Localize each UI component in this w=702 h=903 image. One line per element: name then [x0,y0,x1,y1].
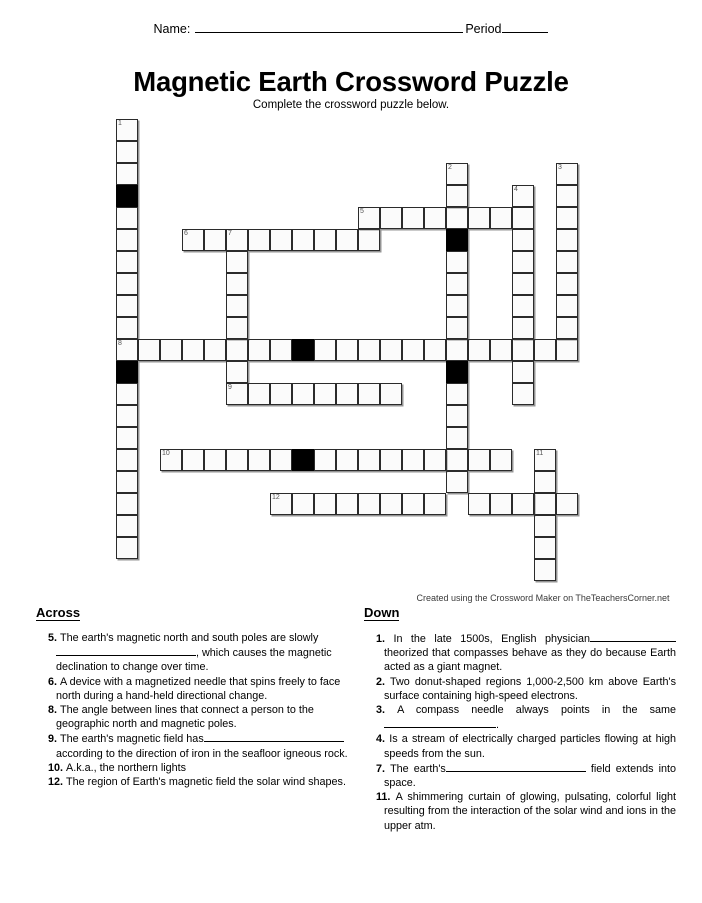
grid-cell[interactable] [116,493,138,515]
clue-number-label: 11. [376,791,396,804]
grid-cell[interactable] [446,207,468,229]
grid-cell[interactable] [446,317,468,339]
grid-cell[interactable] [380,339,402,361]
across-heading: Across [36,605,81,620]
clue-text: A shimmering curtain of glowing, pulsating, colorful light resulting from the interaction of the solar wind and ions in the upper atm. [384,791,676,832]
grid-cell[interactable] [116,339,138,361]
grid-cell[interactable] [204,229,226,251]
clue-number-5: 5 [360,208,364,215]
grid-cell[interactable] [424,207,446,229]
down-column [364,604,676,833]
clue-text: The earth's magnetic field has [60,733,204,746]
clue-number-label: 2. [376,675,391,688]
answer-blank-line[interactable] [384,717,496,728]
clue-number-11: 11 [536,450,544,457]
clues-section [0,604,702,894]
grid-cell[interactable] [336,449,358,471]
grid-cell[interactable] [116,207,138,229]
grid-cell[interactable] [490,207,512,229]
grid-cell[interactable] [468,207,490,229]
grid-cell[interactable] [446,185,468,207]
grid-cell[interactable] [116,273,138,295]
grid-cell[interactable] [314,383,336,405]
page-title: Magnetic Earth Crossword Puzzle [133,66,569,97]
grid-cell[interactable] [226,361,248,383]
grid-cell[interactable] [446,295,468,317]
across-clue-6 [36,675,348,703]
grid-cell[interactable] [380,207,402,229]
grid-cell[interactable] [402,449,424,471]
grid-cell-blocked [446,361,468,383]
clue-number-12: 12 [272,494,280,501]
grid-cell[interactable] [446,449,468,471]
down-heading: Down [364,605,400,620]
grid-cell[interactable] [204,449,226,471]
grid-cell[interactable] [512,251,534,273]
grid-cell[interactable] [314,339,336,361]
grid-cell[interactable] [402,493,424,515]
grid-cell[interactable] [534,471,556,493]
grid-cell[interactable] [534,493,556,515]
across-clue-list [36,631,348,789]
clue-text-continued: field extends into space. [384,762,676,790]
grid-cell[interactable] [270,229,292,251]
grid-cell[interactable] [380,449,402,471]
grid-cell[interactable] [248,339,270,361]
grid-cell[interactable] [490,493,512,515]
grid-cell[interactable] [248,229,270,251]
grid-cell[interactable] [512,493,534,515]
clue-number-4: 4 [514,186,518,193]
grid-cell[interactable] [116,427,138,449]
grid-cell[interactable] [226,251,248,273]
grid-cell[interactable] [512,383,534,405]
grid-cell-blocked [116,185,138,207]
clue-text: The earth's magnetic north and south poles are slowly [60,632,319,644]
grid-cell[interactable] [490,339,512,361]
clue-text: In the late 1500s, English physician [393,633,590,645]
grid-cell[interactable] [556,295,578,317]
down-clue-7 [364,761,676,790]
grid-cell[interactable] [424,339,446,361]
clue-text: The angle between lines that connect a person to the geographic north and magnetic poles. [56,704,314,731]
clue-text-continued: . [496,719,499,732]
grid-cell[interactable] [116,471,138,493]
grid-cell[interactable] [446,405,468,427]
grid-cell-blocked [292,339,314,361]
name-label: Name: [153,22,191,36]
clue-number-10: 10 [162,450,170,457]
grid-cell[interactable] [556,339,578,361]
down-clue-2 [364,675,676,703]
grid-cell[interactable] [512,361,534,383]
grid-cell[interactable] [116,317,138,339]
grid-cell[interactable] [358,383,380,405]
grid-cell[interactable] [248,383,270,405]
grid-cell[interactable] [446,273,468,295]
grid-cell[interactable] [512,339,534,361]
clue-number-7: 7 [228,230,232,237]
grid-cell[interactable] [116,141,138,163]
grid-cell[interactable] [182,339,204,361]
clue-text-continued: theorized that compasses behave as they do because Earth acted as a giant magnet. [384,647,676,674]
grid-cell[interactable] [556,207,578,229]
grid-cell[interactable] [248,449,270,471]
grid-cell[interactable] [512,207,534,229]
grid-cell[interactable] [358,339,380,361]
grid-cell[interactable] [556,185,578,207]
clue-text: Two donut-shaped regions 1,000-2,500 km above Earth's surface containing high-speed electrons. [384,675,676,702]
grid-cell-blocked [446,229,468,251]
grid-cell[interactable] [468,493,490,515]
grid-cell[interactable] [358,229,380,251]
grid-cell[interactable] [402,207,424,229]
clue-text-continued: according to the direction of iron in the seafloor igneous rock. [56,747,348,760]
grid-cell[interactable] [424,493,446,515]
answer-blank-line[interactable] [446,761,586,772]
grid-cell[interactable] [116,119,138,141]
grid-cell[interactable] [358,493,380,515]
clue-number-3: 3 [558,164,562,171]
grid-cell[interactable] [534,339,556,361]
clue-number-6: 6 [184,230,188,237]
grid-cell[interactable] [336,493,358,515]
grid-cell[interactable] [446,427,468,449]
clue-number-9: 9 [228,384,232,391]
clue-number-label: 7. [376,762,391,775]
grid-cell[interactable] [512,273,534,295]
grid-cell[interactable] [534,449,556,471]
clue-text: Is a stream of electrically charged particles flowing at high speeds from the sun. [384,733,676,760]
across-clue-8 [36,703,348,731]
grid-cell[interactable] [468,339,490,361]
grid-cell[interactable] [534,559,556,581]
grid-cell[interactable] [270,449,292,471]
grid-cell[interactable] [226,383,248,405]
grid-cell[interactable] [556,317,578,339]
grid-cell[interactable] [534,537,556,559]
grid-cell[interactable] [116,163,138,185]
grid-cell[interactable] [446,383,468,405]
across-clue-12 [36,775,348,789]
clue-number-1: 1 [118,120,122,127]
credit-line: Created using the Crossword Maker on TheTeachersCorner.net [416,593,670,603]
grid-cell[interactable] [270,339,292,361]
across-column [36,604,348,789]
grid-cell[interactable] [380,493,402,515]
grid-cell[interactable] [468,449,490,471]
clue-text: A compass needle always points in the same [397,704,676,717]
grid-cell[interactable] [116,449,138,471]
grid-cell[interactable] [226,449,248,471]
grid-cell[interactable] [292,383,314,405]
grid-cell[interactable] [116,295,138,317]
clue-text-continued: , which causes the magnetic declination to change over time. [56,647,332,674]
grid-cell[interactable] [226,273,248,295]
clue-number-label: 8. [48,704,61,717]
across-clue-10 [36,761,348,775]
grid-cell[interactable] [138,339,160,361]
grid-cell-blocked [292,449,314,471]
grid-cell[interactable] [314,449,336,471]
grid-cell[interactable] [226,317,248,339]
grid-cell[interactable] [314,493,336,515]
page-subtitle: Complete the crossword puzzle below. [252,99,450,111]
answer-blank-line[interactable] [590,631,676,642]
grid-cell[interactable] [226,339,248,361]
grid-cell[interactable] [446,163,468,185]
clue-number-label: 5. [48,632,61,644]
clue-number-label: 6. [48,675,61,688]
clue-number-8: 8 [118,340,122,347]
grid-cell[interactable] [556,273,578,295]
grid-cell[interactable] [512,229,534,251]
grid-cell[interactable] [204,339,226,361]
grid-cell[interactable] [182,449,204,471]
down-clue-1 [364,631,676,675]
grid-cell[interactable] [424,449,446,471]
grid-cell[interactable] [556,163,578,185]
grid-cell[interactable] [556,251,578,273]
clue-number-label: 10. [48,761,67,774]
clue-text: The region of Earth's magnetic field the solar wind shapes. [66,776,346,789]
grid-cell[interactable] [336,229,358,251]
grid-cell[interactable] [160,339,182,361]
grid-cell[interactable] [314,229,336,251]
grid-cell[interactable] [336,383,358,405]
grid-cell[interactable] [556,229,578,251]
answer-blank-line[interactable] [56,645,196,656]
grid-cell-blocked [116,361,138,383]
grid-cell[interactable] [292,229,314,251]
grid-cell[interactable] [512,295,534,317]
across-clue-5 [36,631,348,675]
clue-number-label: 9. [48,733,61,746]
grid-cell[interactable] [116,405,138,427]
grid-cell[interactable] [446,251,468,273]
grid-cell[interactable] [226,229,248,251]
grid-cell[interactable] [182,229,204,251]
grid-cell[interactable] [534,515,556,537]
grid-cell[interactable] [270,493,292,515]
clue-number-2: 2 [448,164,452,171]
clue-number-label: 12. [48,776,67,789]
grid-cell[interactable] [446,471,468,493]
grid-cell[interactable] [336,339,358,361]
grid-cell[interactable] [116,537,138,559]
grid-cell[interactable] [490,449,512,471]
clue-number-label: 3. [376,704,398,717]
grid-cell[interactable] [116,229,138,251]
down-clue-list [364,631,676,833]
clue-text: A device with a magnetized needle that spins freely to face north during a hand-held directional change. [56,675,341,702]
answer-blank-line[interactable] [204,731,344,742]
grid-cell[interactable] [512,317,534,339]
grid-cell[interactable] [512,185,534,207]
grid-cell[interactable] [116,383,138,405]
grid-cell[interactable] [556,493,578,515]
period-label: Period [465,22,502,36]
grid-cell[interactable] [270,383,292,405]
grid-cell[interactable] [380,383,402,405]
across-clue-9 [36,731,348,760]
grid-cell[interactable] [446,339,468,361]
clue-text: The earth's [390,762,446,775]
grid-cell[interactable] [116,515,138,537]
grid-cell[interactable] [116,251,138,273]
grid-cell[interactable] [402,339,424,361]
grid-cell[interactable] [358,449,380,471]
clue-number-label: 4. [376,733,390,746]
grid-cell[interactable] [226,295,248,317]
grid-cell[interactable] [160,449,182,471]
down-clue-4 [364,732,676,760]
grid-cell[interactable] [358,207,380,229]
down-clue-3 [364,703,676,732]
down-clue-11 [364,790,676,833]
clue-text: A.k.a., the northern lights [66,761,187,774]
clue-number-label: 1. [376,633,394,645]
grid-cell[interactable] [292,493,314,515]
